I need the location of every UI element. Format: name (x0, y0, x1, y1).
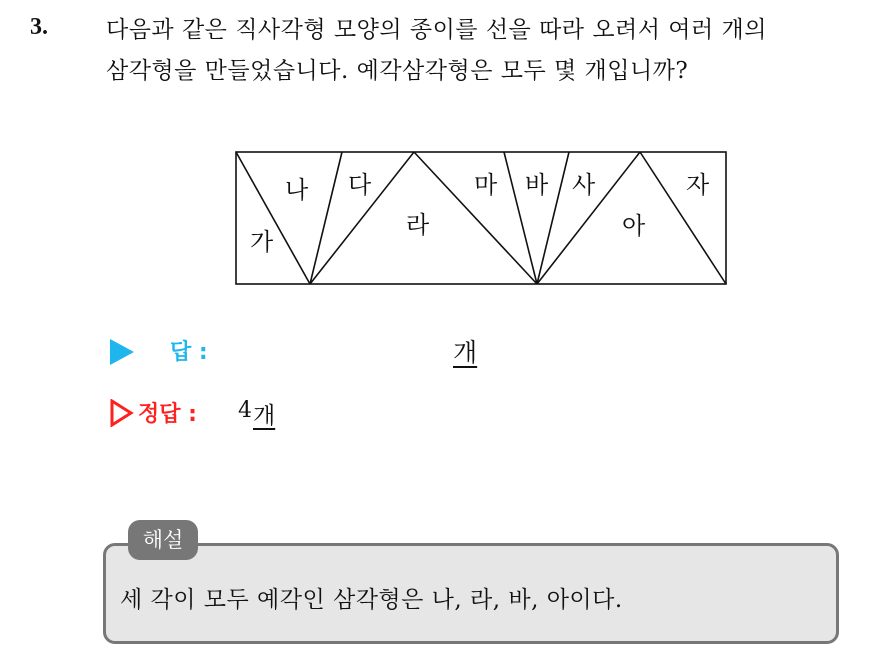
region-label-da: 다 (348, 171, 372, 199)
play-arrow-icon (110, 339, 134, 365)
question-line-2: 삼각형을 만들었습니다. 예각삼각형은 모두 몇 개입니까? (106, 58, 689, 84)
correct-answer-label: 정답 : (138, 402, 197, 427)
explanation-text: 세 각이 모두 예각인 삼각형은 나, 라, 바, 아이다. (120, 587, 623, 613)
triangle-figure (0, 0, 884, 320)
region-label-a: 아 (622, 212, 646, 240)
correct-answer-row (110, 396, 710, 432)
question-line-1: 다음과 같은 직사각형 모양의 종이를 선을 따라 오려서 여러 개의 (106, 17, 767, 43)
region-label-ma: 마 (474, 171, 498, 199)
correct-answer-unit: 개 (253, 403, 276, 429)
answer-row (110, 333, 710, 369)
region-label-na: 나 (285, 176, 309, 204)
explanation-tab: 해설 (128, 520, 198, 560)
outline-arrow-icon (110, 399, 134, 427)
correct-answer-value: 4 (238, 398, 252, 423)
region-label-ba: 바 (525, 171, 549, 199)
region-label-sa: 사 (572, 171, 596, 199)
answer-unit-blank[interactable]: 개 (453, 338, 478, 367)
region-label-ra: 라 (406, 211, 430, 239)
region-label-ga: 가 (250, 228, 274, 256)
answer-label: 답 : (170, 340, 208, 365)
question-number: 3. (30, 14, 48, 40)
region-label-ja: 자 (686, 171, 710, 199)
